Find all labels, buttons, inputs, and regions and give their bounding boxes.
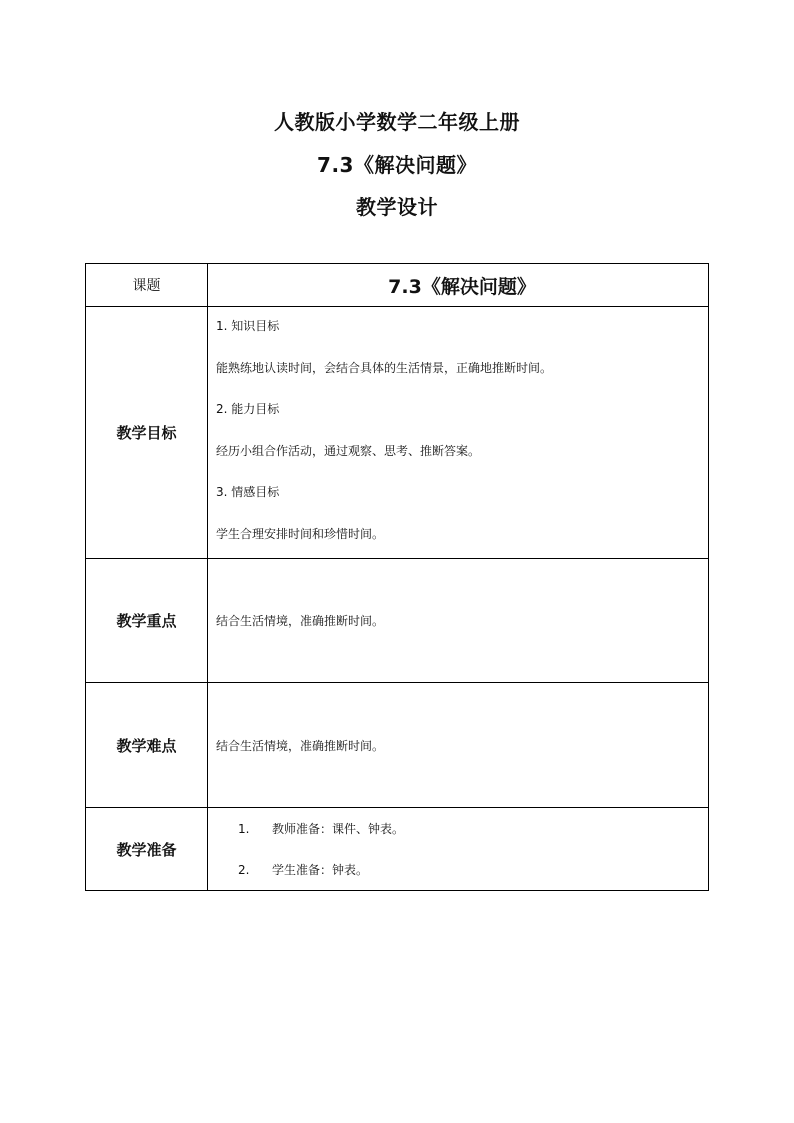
preparation-cell — [208, 808, 709, 891]
preparation-item-text: 学生准备：钟表。 — [272, 862, 369, 877]
difficulty-label: 教学难点 — [86, 683, 208, 808]
preparation-label: 教学准备 — [86, 808, 208, 891]
goals-label: 教学目标 — [86, 307, 208, 559]
difficulty-row — [86, 683, 709, 808]
document-title: 人教版小学数学二年级上册 — [274, 110, 520, 134]
preparation-item-number: 2. — [238, 862, 250, 877]
goals-line: 2. 能力目标 — [216, 402, 280, 416]
goals-line: 学生合理安排时间和珍惜时间。 — [216, 526, 385, 541]
preparation-row — [86, 808, 709, 891]
lesson-title: 7.3《解决问题》 — [317, 153, 477, 177]
lesson-plan-table — [85, 263, 709, 891]
preparation-item-text: 教师准备：课件、钟表。 — [272, 821, 405, 836]
topic-cell — [208, 264, 709, 307]
focus-label: 教学重点 — [86, 559, 208, 683]
preparation-item — [216, 861, 708, 879]
topic-value: 7.3《解决问题》 — [388, 275, 536, 298]
preparation-item-number: 1. — [238, 821, 250, 836]
goals-line: 能熟练地认读时间，会结合具体的生活情景，正确地推断时间。 — [216, 360, 553, 375]
goals-line: 经历小组合作活动，通过观察、思考、推断答案。 — [216, 443, 481, 458]
goals-line: 3. 情感目标 — [216, 485, 280, 499]
focus-value: 结合生活情境，准确推断时间。 — [208, 559, 709, 683]
difficulty-value: 结合生活情境，准确推断时间。 — [208, 683, 709, 808]
preparation-item — [216, 820, 708, 838]
topic-label: 课题 — [86, 264, 208, 307]
document-subtitle: 教学设计 — [356, 195, 438, 219]
goals-row — [86, 307, 709, 559]
topic-row — [86, 264, 709, 307]
goals-line: 1. 知识目标 — [216, 319, 280, 333]
goals-cell — [208, 307, 709, 559]
focus-row — [86, 559, 709, 683]
